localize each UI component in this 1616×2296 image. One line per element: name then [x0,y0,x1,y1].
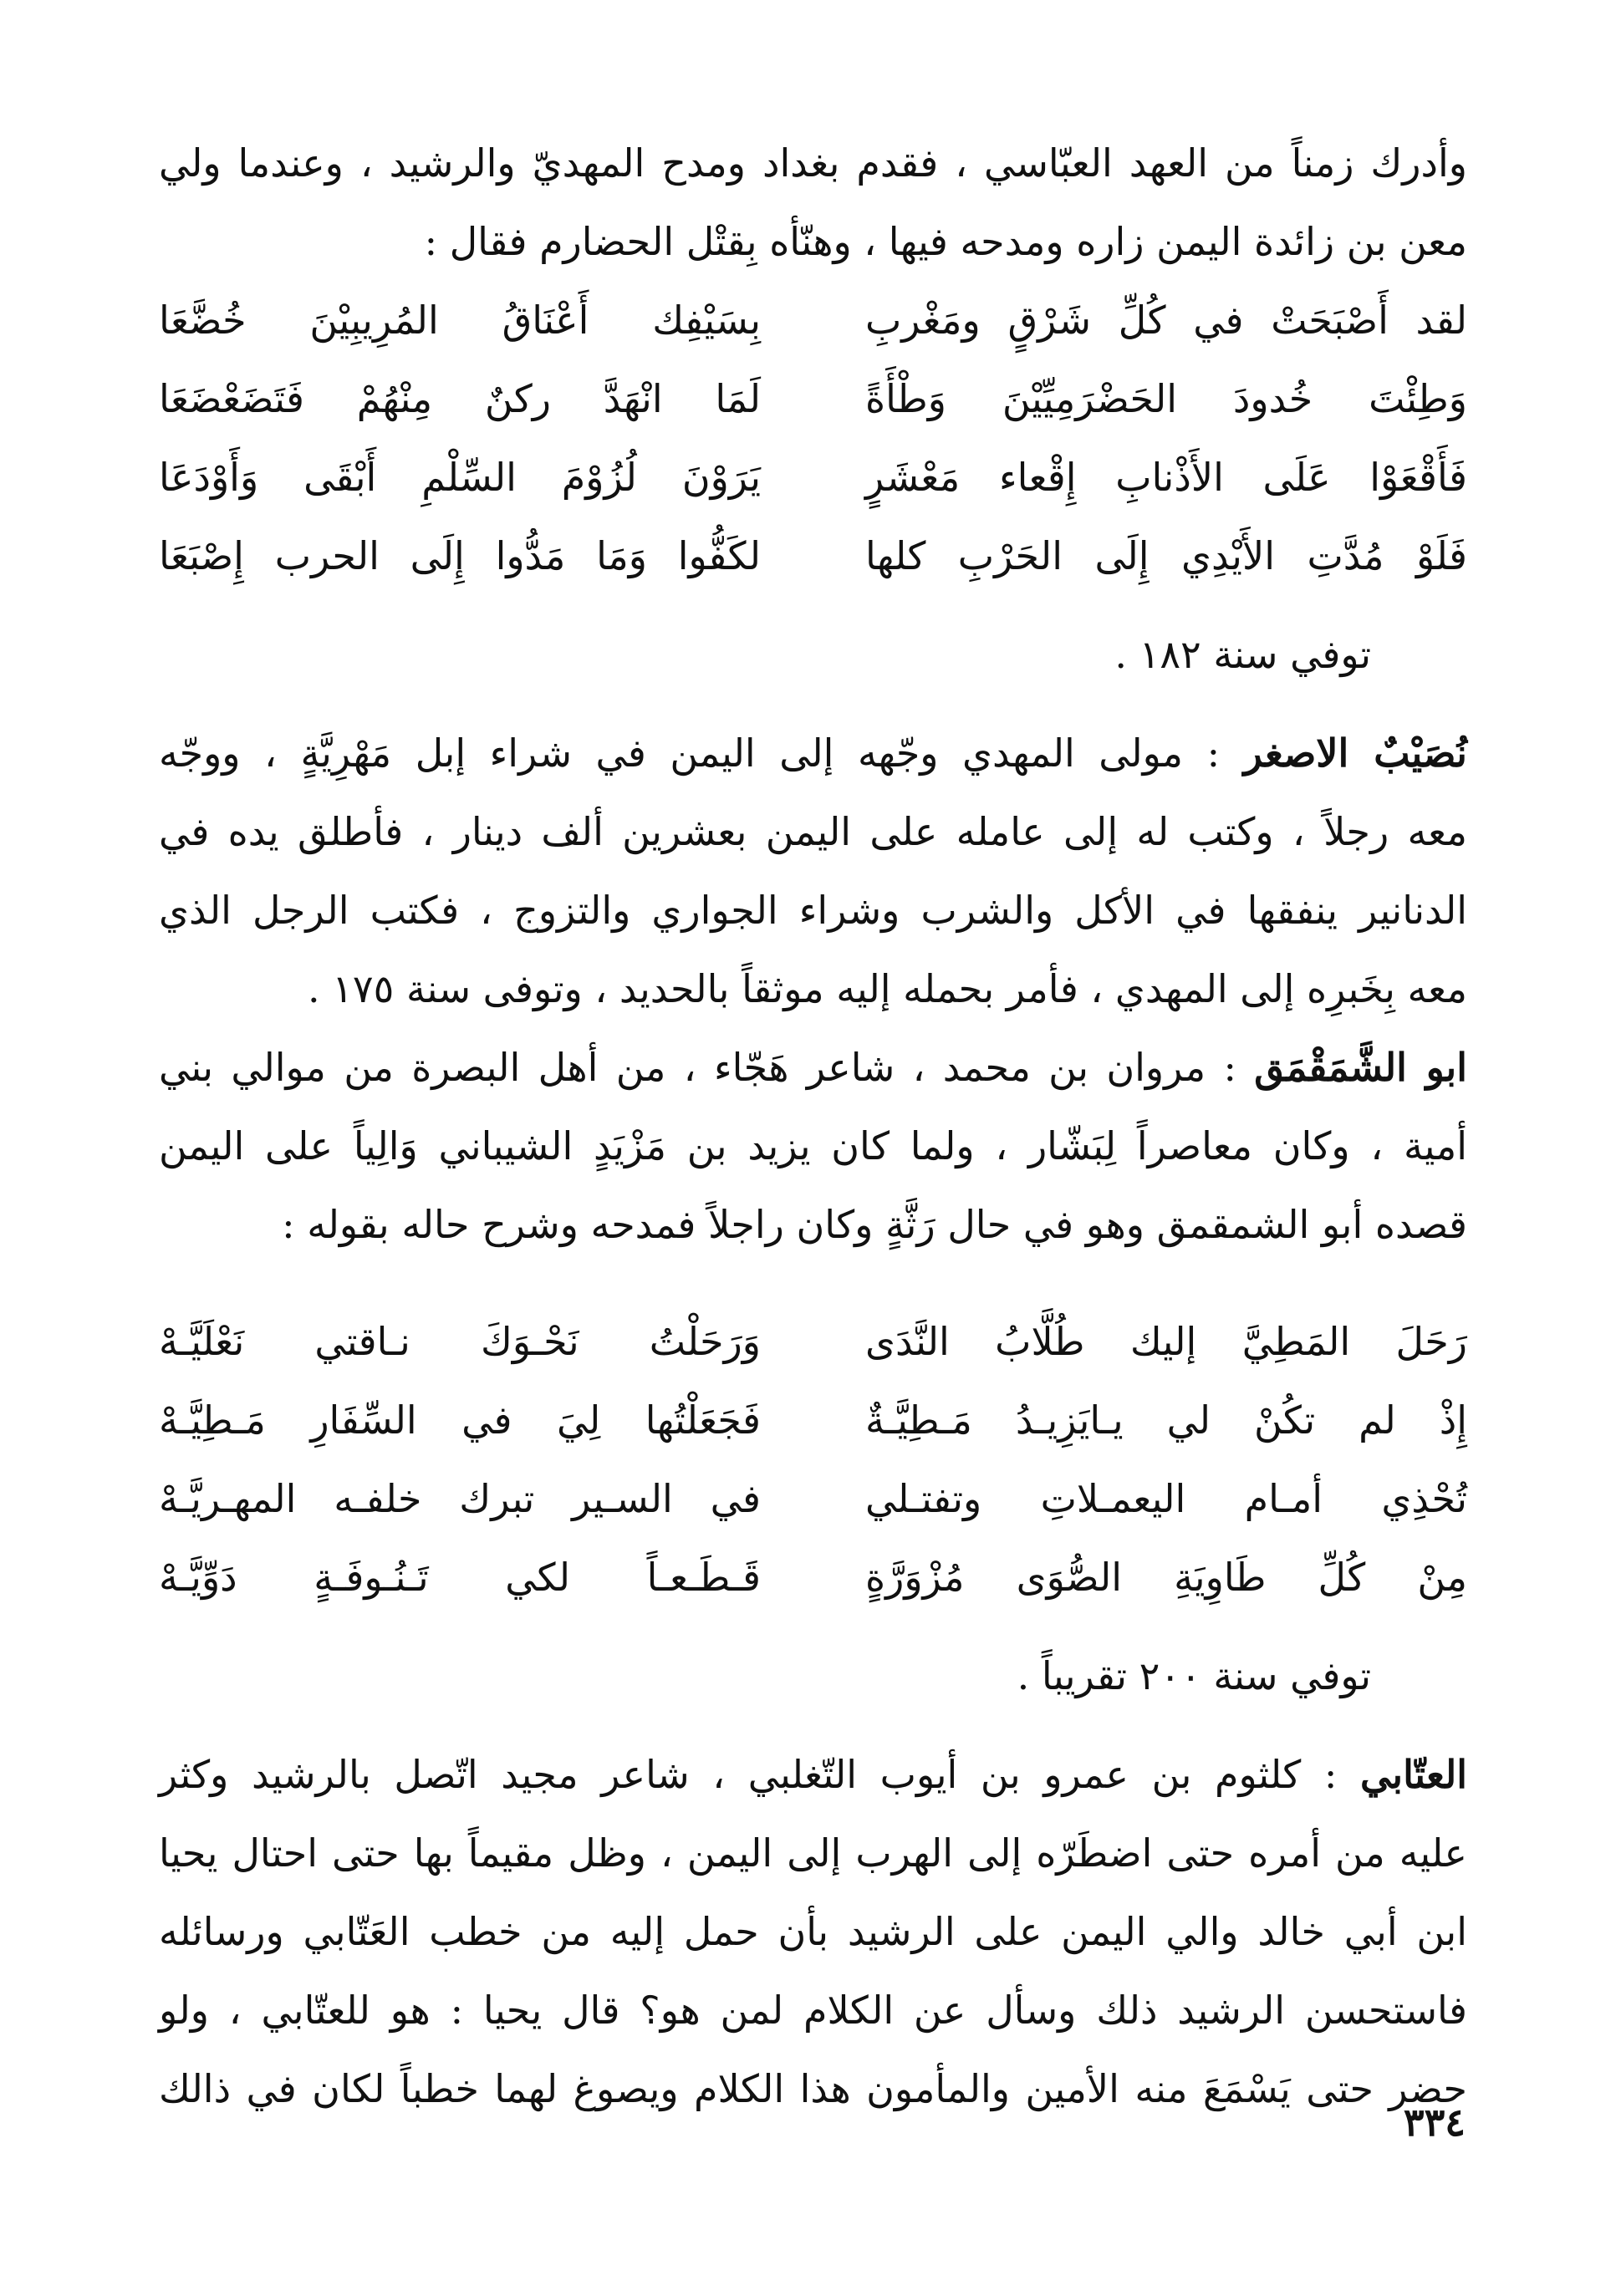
verse-line [159,281,1467,359]
text-line: معه بِخَبرِه إلى المهدي ، فأمر بحمله إليه موثقاً بالحديد ، وتوفى سنة ١٧٥ . [307,966,1467,1011]
text-line [159,1028,1467,1107]
verse-first-hemistich: لقد أَصْبَحَتْ في كُلِّ شَرْقٍ ومَغْربِ [865,298,1467,343]
verse-second-hemistich: وَرَحَلْتُ نَحْـوَكَ نـاقتي نَعْلَيَّـهْ [159,1319,761,1364]
verse-line [159,438,1467,517]
verse-first-hemistich: فَأَقْعَوْا عَلَى الأَذْنابِ إِقْعاء مَعْشَرٍ [865,455,1467,500]
entry-abu-shamaqmaq [159,1028,1467,1264]
text-line: عليه من أمره حتى اضطَرّه إلى الهرب إلى اليمن ، وظل مقيماً بها حتى احتال يحيا [159,1830,1467,1876]
death-year-note: توفي سنة ٢٠٠ تقريباً . [1017,1653,1371,1698]
entry-text: : كلثوم بن عمرو بن أيوب التّغلبي ، شاعر مجيد اتّصل بالرشيد وكثر [159,1752,1360,1797]
text-line [159,1735,1467,1814]
verse-first-hemistich: رَحَلَ المَطِيَّ إليك طُلَّابُ النَّدَى [865,1319,1467,1364]
verse-first-hemistich: مِنْ كُلِّ طَاوِيَةِ الصُّوَى مُزْوَرَّةٍ [865,1555,1467,1600]
verse-line [159,517,1467,595]
verse-line [159,1459,1467,1538]
text-line: أمية ، وكان معاصراً لِبَشّار ، ولما كان يزيد بن مَزْيَدٍ الشيباني وَالِياً على اليمن [159,1123,1467,1168]
text-line [159,714,1467,792]
entry-attabi [159,1735,1467,2128]
text-line: قصده أبو الشمقمق وهو في حال رَثَّةٍ وكان راجلاً فمدحه وشرح حاله بقوله : [282,1202,1467,1247]
verse-second-hemistich: بِسَيْفِك أَعْنَاقُ المُرِيبِيْنَ خُضَّعَا [159,298,761,343]
text-line: معه رجلاً ، وكتب له إلى عامله على اليمن بعشرين ألف دينار ، فأطلق يده في [159,809,1467,854]
verse-second-hemistich: لكَفُّوا وَمَا مَدُّوا إِلَى الحرب إِصْبَعَا [159,533,761,578]
text-line: ابن أبي خالد والي اليمن على الرشيد بأن حمل إليه من خطب العَتّابي ورسائله [159,1909,1467,1954]
verse-first-hemistich: وَطِئْتَ خُدودَ الحَضْرَمِيِّيْنَ وَطْأَةً [865,376,1467,421]
verse-second-hemistich: في السـير تبرك خلفـه المهـريَّـهْ [159,1476,761,1521]
verse-first-hemistich: إِذْ لم تكُنْ لي يـايَزِيـدُ مَـطِيَّـةٌ [865,1397,1467,1443]
verse-second-hemistich: فَجَعَلْتُها لِيَ في السِّفَارِ مَـطِيَّـهْ [159,1397,761,1443]
page-number: ٣٣٤ [1403,2100,1466,2145]
poem-2 [159,1302,1467,1616]
entry-text: : مولى المهدي وجّهه إلى اليمن في شراء إبل مَهْرِيَّةٍ ، ووجّه [159,731,1244,776]
entry-name: ابو الشَّمَقْمَق [1254,1045,1468,1090]
verse-line [159,1381,1467,1459]
entry-name: نُصَيْبٌ الاصغر [1243,731,1467,776]
verse-first-hemistich: تُحْذِي أمـام اليعمـلاتِ وتفتـلي [865,1476,1467,1521]
death-year-note: توفي سنة ١٨٢ . [1114,632,1371,677]
entry-name: العتّابي [1359,1752,1467,1797]
text-line: حضر حتى يَسْمَعَ منه الأمين والمأمون هذا الكلام ويصوغ لهما خطباً لكان في ذالك [159,2066,1467,2111]
verse-line [159,359,1467,438]
text-line: الدنانير ينفقها في الأكل والشرب وشراء الجواري والتزوج ، فكتب الرجل الذي [159,888,1467,933]
entry-nusayb [159,714,1467,1028]
verse-line [159,1538,1467,1616]
text-line: فاستحسن الرشيد ذلك وسأل عن الكلام لمن هو؟ قال يحيا : هو للعتّابي ، ولو [159,1988,1467,2033]
text-line: معن بن زائدة اليمن زاره ومدحه فيها ، وهنّأه بِقتْل الحضارم فقال : [424,219,1467,264]
verse-line [159,1302,1467,1381]
verse-second-hemistich: لَمَا انْهَدَّ ركنٌ مِنْهُمْ فَتَضَعْضَعَا [159,376,761,421]
verse-first-hemistich: فَلَوْ مُدَّتِ الأَيْدِي إِلَى الحَرْبِ كلها [865,533,1467,578]
verse-second-hemistich: قَـطَـعـاً لكي تَـنُـوفَـةٍ دَوِّيَّـهْ [159,1555,761,1600]
intro-paragraph [159,124,1467,281]
entry-text: : مروان بن محمد ، شاعر هَجّاء ، من أهل البصرة من موالي بني [159,1045,1255,1090]
text-line: وأدرك زمناً من العهد العبّاسي ، فقدم بغداد ومدح المهديّ والرشيد ، وعندما ولي [159,140,1467,186]
poem-1 [159,281,1467,595]
verse-second-hemistich: يَرَوْنَ لُزُوْمَ السِّلْمِ أَبْقَى وَأَوْدَعَا [159,455,761,500]
